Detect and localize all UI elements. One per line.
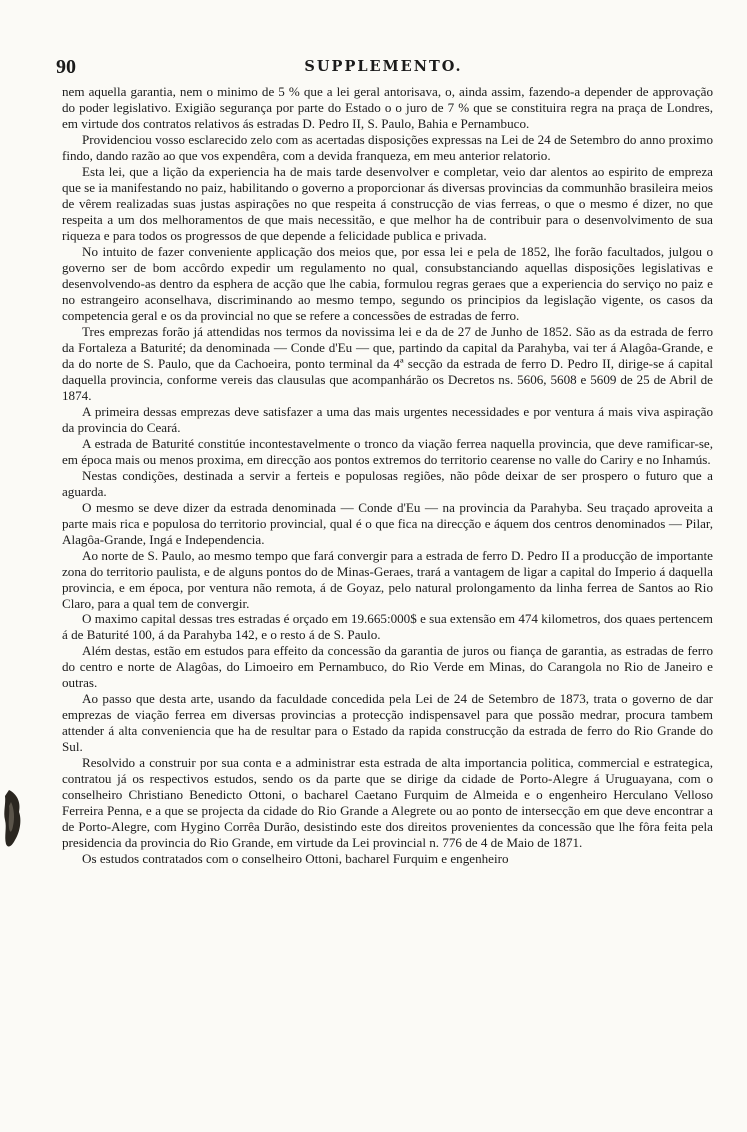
paragraph: nem aquella garantia, nem o minimo de 5 % que a lei geral antorisava, o, ainda assim, fazendo-a depender de approvação do poder legislativo. Exigião segurança por parte do Estado o o juro de 7 % que se constituira regra na praça de Londres, em virtude dos contratos relativos ás estradas D. Pedro II, S. Paulo, Bahia e Pernambuco. <box>62 84 713 131</box>
paragraph: Ao norte de S. Paulo, ao mesmo tempo que fará convergir para a estrada de ferro D. Pedro II a producção de importante zona do territorio paulista, e de alguns pontos do de Minas-Geraes, trará a vantagem de ligar a capital do Imperio á daquella provincia, e em época, por ventura não remota, á de Goyaz, pelo natural prolongamento da linha ferrea de Santos ao Rio Claro, para a qual tem de convergir. <box>62 547 713 611</box>
page-header <box>56 56 711 82</box>
running-title: SUPPLEMENTO. <box>304 58 463 75</box>
paragraph: Providenciou vosso esclarecido zelo com as acertadas disposições expressas na Lei de 24 de Setembro do anno proximo findo, dando razão ao que vos expendêra, com a devida franqueza, em meu anterior relatorio. <box>62 131 713 163</box>
paragraph: Resolvido a construir por sua conta e a administrar esta estrada de alta importancia politica, commercial e estrategica, contratou já os respectivos estudos, sendo os da parte que se dirige da cidade de Porto-Alegre á Uruguayana, com o conselheiro Christiano Benedicto Ottoni, o bacharel Caetano Furquim de Almeida e o engenheiro Herculano Velloso Ferreira Penna, e a que se projecta da cidade do Rio Grande a Alegrete ou ao ponto de intersecção em que deve encontrar a de Porto-Alegre, com Hygino Corrêa Durão, desistindo este dos direitos provenientes da concessão que lhe fôra feita pela presidencia da provincia do Rio Grande, em virtude da Lei provincial n. 776 de 4 de Maio de 1871. <box>62 755 713 851</box>
paragraph: Esta lei, que a lição da experiencia ha de mais tarde desenvolver e completar, veio dar alentos ao espirito de empreza que se ia manifestando no paiz, habilitando o governo a proporcionar ás diversas provincias da communhão brasileira meios de vêrem realizadas suas justas aspirações no que respeita á construcção de vias ferreas, o que o mesmo é dizer, no que respeita a um dos melhoramentos de que mais necessitão, e que melhor ha de contribuir para o desenvolvimento de sua riqueza e para todos os progressos de que depende a felicidade publica e privada. <box>62 163 713 243</box>
body-text <box>62 84 713 867</box>
paragraph: Nestas condições, destinada a servir a ferteis e populosas regiões, não pôde deixar de ser prospero o futuro que a aguarda. <box>62 467 713 499</box>
paragraph: No intuito de fazer conveniente applicação dos meios que, por essa lei e pela de 1852, lhe forão facultados, julgou o governo ser de bom accôrdo expedir um regulamento no qual, consubstanciando aquellas disposições legislativas e desenvolvendo-as dentro da esphera de acção que lhe cabia, formulou regras geraes que a experiencia do serviço no paiz e no estrangeiro aconselhava, discriminando ao mesmo tempo, segundo os principios da legislação vigente, os casos da competencia geral e os da provincial no que se refere a concessões de estradas de ferro. <box>62 243 713 323</box>
paragraph: Ao passo que desta arte, usando da faculdade concedida pela Lei de 24 de Setembro de 1873, trata o governo de dar emprezas de viação ferrea em diversas provincias a protecção indispensavel para que possão medrar, procura tambem attender á alta conveniencia que ha de resultar para o Estado da rapida construcção da estrada de ferro do Rio Grande do Sul. <box>62 691 713 755</box>
paragraph: O mesmo se deve dizer da estrada denominada — Conde d'Eu — na provincia da Parahyba. Seu traçado aproveita a parte mais rica e populosa do territorio provincial, qual é o que fica na direcção e áquem dos centros denominados — Pilar, Alagôa-Grande, Ingá e Independencia. <box>62 499 713 547</box>
paragraph: O maximo capital dessas tres estradas é orçado em 19.665:000$ e sua extensão em 474 kilometros, dos quaes pertencem á de Baturité 100, á da Parahyba 142, e o resto á de S. Paulo. <box>62 611 713 643</box>
paragraph: A primeira dessas emprezas deve satisfazer a uma das mais urgentes necessidades e por ventura á mais viva aspiração da provincia do Ceará. <box>62 403 713 435</box>
paragraph: A estrada de Baturité constitúe incontestavelmente o tronco da viação ferrea naquella provincia, que deve ramificar-se, em época mais ou menos proxima, em direcção aos pontos extremos do territorio cearense no valle do Cariry e no Inhamús. <box>62 435 713 467</box>
paragraph: Os estudos contratados com o conselheiro Ottoni, bacharel Furquim e engenheiro <box>82 851 509 867</box>
ink-blot <box>3 788 23 850</box>
paragraph: Além destas, estão em estudos para effeito da concessão da garantia de juros ou fiança de garantia, as estradas de ferro do centro e norte de Alagôas, do Limoeiro em Pernambuco, do Rio Verde em Minas, do Carangola no Rio de Janeiro e outras. <box>62 643 713 691</box>
paragraph: Tres emprezas forão já attendidas nos termos da novissima lei e da de 27 de Junho de 1852. São as da estrada de ferro da Fortaleza a Baturité; da denominada — Conde d'Eu — que, partindo da capital da Parahyba, vai ter á Alagôa-Grande, e da do norte de S. Paulo, que da Cachoeira, ponto terminal da 4ª secção da estrada de ferro D. Pedro II, dirige-se á capital daquella provincia, conforme vereis das clausulas que acompanhárão os Decretos ns. 5606, 5608 e 5609 de 25 de Abril de 1874. <box>62 323 713 403</box>
page-number: 90 <box>56 56 76 78</box>
